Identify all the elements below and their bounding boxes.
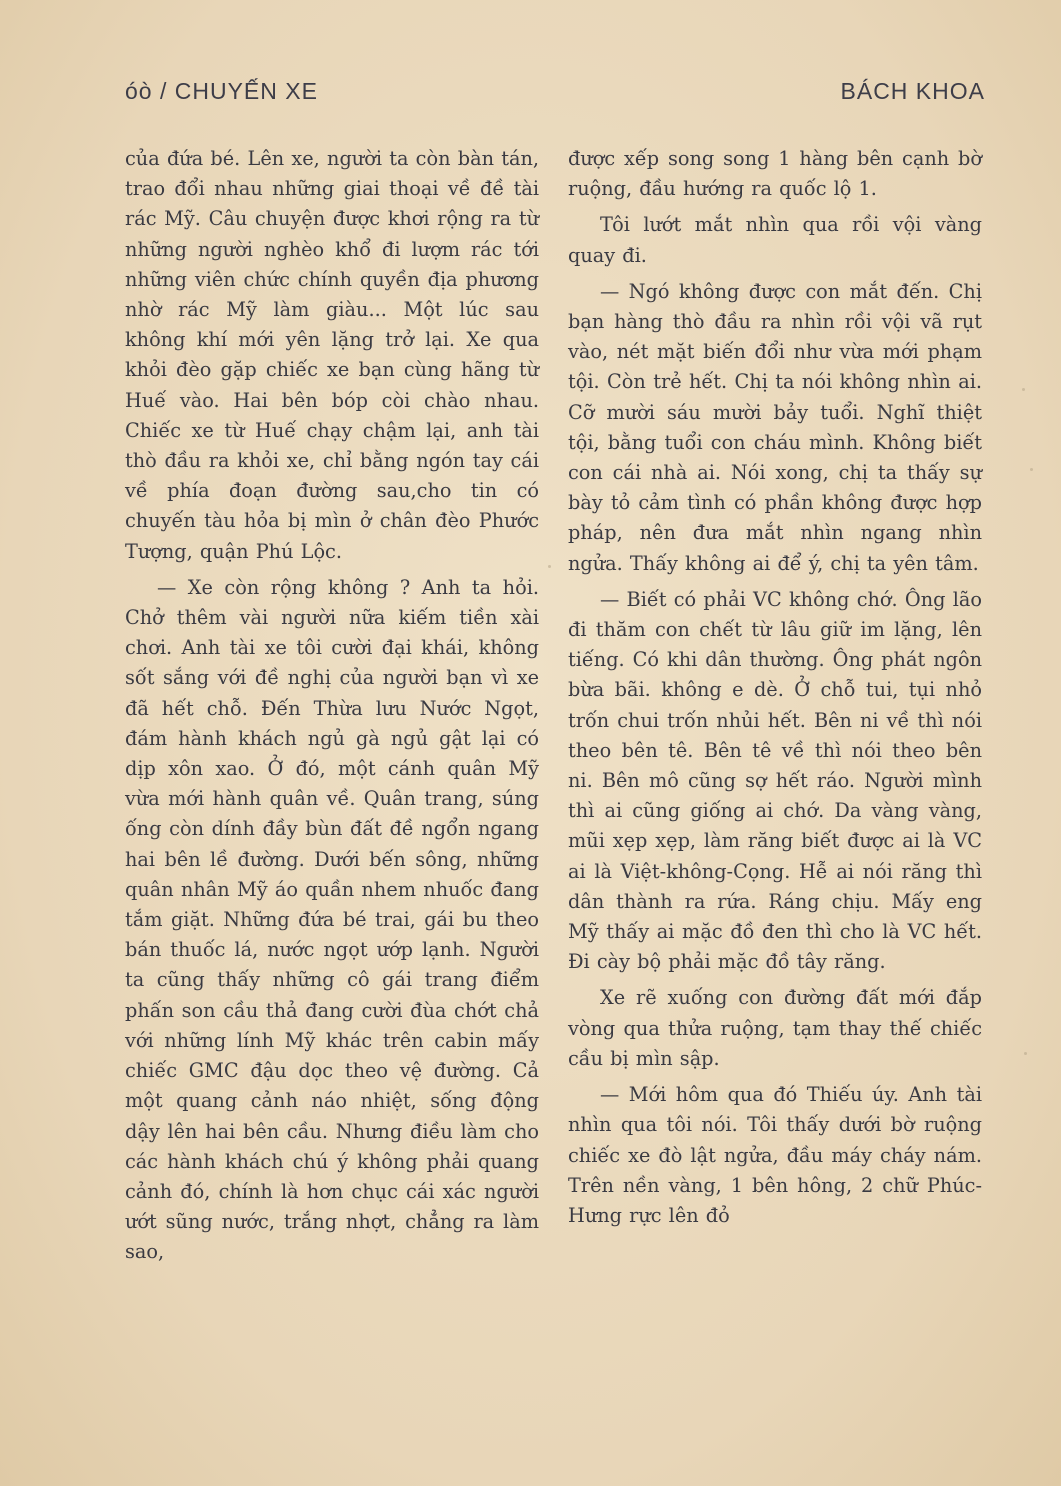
paragraph: của đứa bé. Lên xe, người ta còn bàn tán, trao đổi nhau những giai thoại về đề tài rác Mỹ. Câu chuyện được khơi rộng ra từ những người nghèo khổ đi lượm rác tới những viên chức chính quyền địa phương nhờ rác Mỹ làm giàu... Một lúc sau không khí mới yên lặng trở lại. Xe qua khỏi đèo gặp chiếc xe bạn cùng hãng từ Huế vào. Hai bên bóp còi chào nhau. Chiếc xe từ Huế chạy chậm lại, anh tài thò đầu ra khỏi xe, chỉ bằng ngón tay cái về phía đoạn đường sau,cho tin có chuyến tàu hỏa bị mìn ở chân đèo Phước Tượng, quận Phú Lộc. — [125, 147, 539, 563]
right-column — [568, 144, 982, 1237]
paragraph: Xe rẽ xuống con đường đất mới đắp vòng qua thửa ruộng, tạm thay thế chiếc cầu bị mìn sập. — [568, 986, 982, 1070]
paragraph: — Xe còn rộng không ? Anh ta hỏi. Chở thêm vài người nữa kiếm tiền xài chơi. Anh tài xe tôi cười đại khái, không sốt sắng với đề nghị của người bạn vì xe đã hết chỗ. Đến Thừa lưu Nước Ngọt, đám hành khách ngủ gà ngủ gật lại có dịp xôn xao. Ở đó, một cánh quân Mỹ vừa mới hành quân về. Quân trang, súng ống còn dính đầy bùn đất đề ngổn ngang hai bên lề đường. Dưới bến sông, những quân nhân Mỹ áo quần nhem nhuốc đang tắm giặt. Những đứa bé trai, gái bu theo bán thuốc lá, nước ngọt ướp lạnh. Người ta cũng thấy những cô gái trang điểm phấn son cầu thả đang cười đùa chớt chả với những lính Mỹ khác trên cabin mấy chiếc GMC đậu dọc theo vệ đường. Cả một quang cảnh náo nhiệt, sống động dậy lên hai bên cầu. Nhưng điều làm cho các hành khách chú ý không phải quang cảnh đó, chính là hơn chục cái xác người ướt sũng nước, trắng nhợt, chẳng ra làm sao, — [125, 575, 539, 1264]
page-number-and-title: óò / CHUYẾN XE — [125, 78, 318, 104]
paper-speck — [548, 565, 551, 568]
paper-speck — [1024, 1052, 1027, 1055]
paragraph: Tôi lướt mắt nhìn qua rồi vội vàng quay đi. — [568, 213, 982, 267]
paragraph: — Mới hôm qua đó Thiếu úy. Anh tài nhìn qua tôi nói. Tôi thấy dưới bờ ruộng chiếc xe đò lật ngửa, đầu máy cháy nám. Trên nền vàng, 1 bên hông, 2 chữ Phúc-Hưng rực lên đỏ — [568, 1083, 982, 1227]
paragraph: — Biết có phải VC không chớ. Ông lão đi thăm con chết từ lâu giữ im lặng, lên tiếng. Có khi dân thường. Ông phát ngôn bừa bãi. không e dè. Ở chỗ tui, tụi nhỏ trốn chui trốn nhủi hết. Bên ni về thì nói theo bên tê. Bên tê về thì nói theo bên ni. Bên mô cũng sợ hết ráo. Người mình thì ai cũng giống ai chớ. Da vàng vàng, mũi xẹp xẹp, làm răng biết được ai là VC ai là Việt-không-Cọng. Hễ ai nói răng thì dân thành ra rứa. Ráng chịu. Mấy eng Mỹ thấy ai mặc đồ đen thì cho là VC hết. Đi cày bộ phải mặc đồ tây răng. — [568, 587, 982, 974]
left-column — [125, 144, 539, 1274]
paragraph: được xếp song song 1 hàng bên cạnh bờ ruộng, đầu hướng ra quốc lộ 1. — [568, 147, 982, 201]
paragraph: — Ngó không được con mắt đến. Chị bạn hàng thò đầu ra nhìn rồi vội vã rụt vào, nét mặt biến đổi như vừa mới phạm tội. Còn trẻ hết. Chị ta nói không nhìn ai. Cỡ mười sáu mười bảy tuổi. Nghĩ thiệt tội, bằng tuổi con cháu mình. Không biết con cái nhà ai. Nói xong, chị ta thấy sự bày tỏ cảm tình có phần không được hợp pháp, nên đưa mắt nhìn ngang nhìn ngửa. Thấy không ai để ý, chị ta yên tâm. — [568, 279, 982, 575]
paper-speck — [1022, 388, 1025, 391]
running-header — [125, 78, 985, 112]
paper-speck — [1030, 468, 1033, 471]
publication-name: BÁCH KHOA — [840, 78, 985, 104]
